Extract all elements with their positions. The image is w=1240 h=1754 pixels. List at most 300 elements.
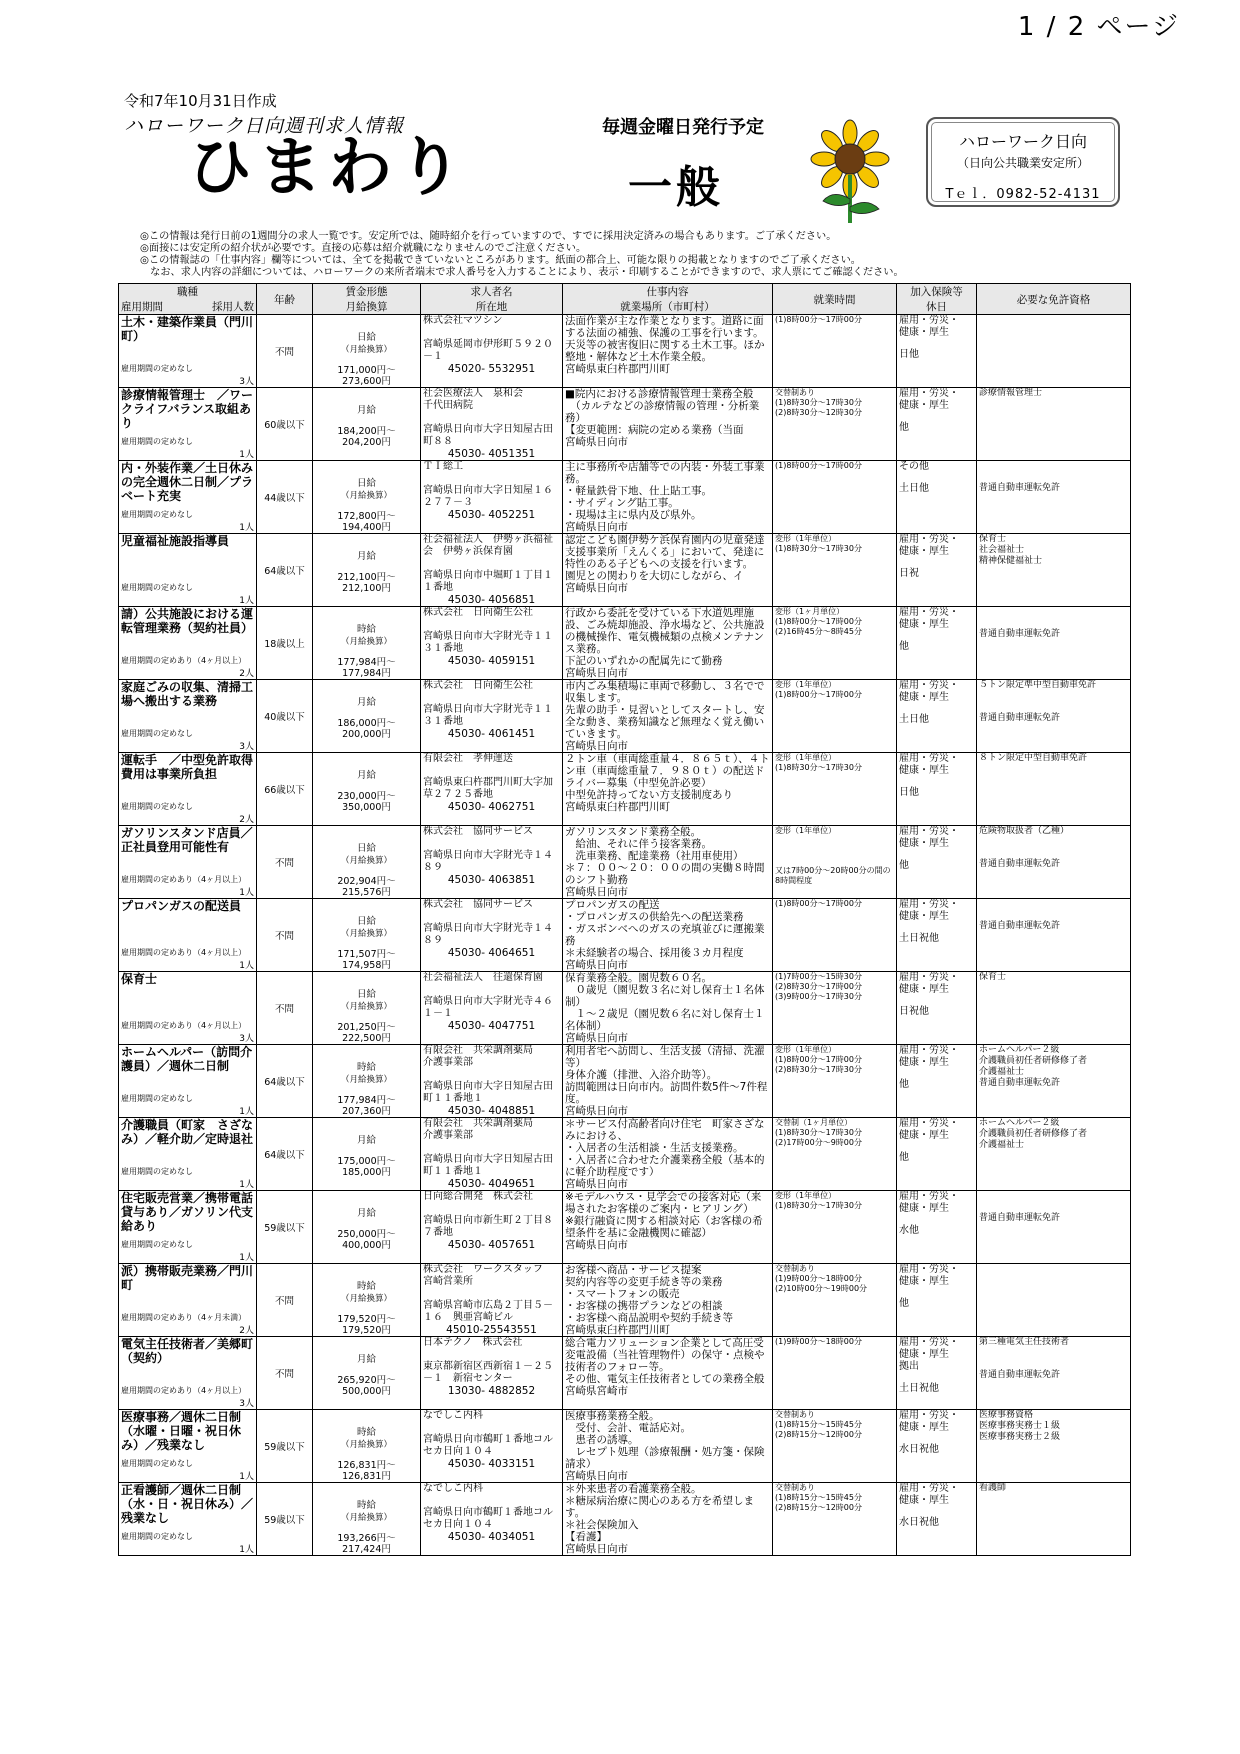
duties-cell: ※モデルハウス・見学会での接客対応（来場されたお客様のご案内・ヒアリング） ※銀行融資に関する相談対応（お客様の希望条件を基に金融機関に確認） 宮崎県日向市 — [563, 1191, 773, 1264]
employer-cell — [421, 1337, 563, 1410]
job-number: 45030- 4047751 — [447, 1020, 536, 1032]
age-cell: 59歳以下 — [257, 1483, 313, 1556]
job-number: 45030- 4056851 — [447, 594, 536, 606]
insurance-cell — [897, 753, 977, 826]
employer-address: 宮崎県日向市大字日知屋１６２７７－３ — [423, 485, 553, 508]
hire-count: 1人 — [239, 450, 254, 460]
job-cell — [119, 1191, 257, 1264]
hire-count: 3人 — [239, 742, 254, 752]
age-cell: 18歳以上 — [257, 607, 313, 680]
age-cell: 66歳以下 — [257, 753, 313, 826]
job-cell — [119, 1483, 257, 1556]
note-line: なお、求人内容の詳細については、ハローワークの来所者端末で求人番号を入力することにより、表示・印刷することができますので、求人票にてご確認ください。 — [140, 267, 904, 278]
job-cell — [119, 1264, 257, 1337]
job-cell — [119, 899, 257, 972]
job-title: 派）携帯販売業務／門川町 — [121, 1264, 254, 1292]
age-cell: 不問 — [257, 1337, 313, 1410]
insurance: 雇用・労災・ 健康・厚生 — [899, 534, 959, 557]
duties-cell: 医療事務業務全般。 受付、会計、電話応対。 患者の誘導。 レセプト処理（診療報酬・処方箋・保険請求） 宮崎県日向市 — [563, 1410, 773, 1483]
holiday: 土日祝他 — [899, 1383, 939, 1394]
col-age: 年齢 — [257, 284, 313, 315]
wage-range: 179,520円～ 179,520円 — [337, 1314, 396, 1336]
hours-cell: (1)8時00分～17時00分 — [773, 899, 897, 972]
wage-type: 時給 — [356, 1281, 376, 1292]
hire-count: 1人 — [239, 523, 254, 533]
insurance: 雇用・労災・ 健康・厚生 — [899, 972, 959, 995]
employer-cell — [421, 534, 563, 607]
employment-period: 雇用期間の定めあり（4ヶ月以上） — [121, 948, 247, 957]
category-label: 一般 — [628, 162, 724, 213]
table-row — [119, 1118, 1131, 1191]
office-box — [926, 117, 1120, 207]
hours-cell: 変形（1年単位） (1)8時30分～17時30分 — [773, 1191, 897, 1264]
license-cell — [977, 534, 1131, 607]
employer-address: 宮崎県宮崎市広島２丁目５－１６ 興亜宮崎ビル — [423, 1300, 553, 1323]
table-row — [119, 1045, 1131, 1118]
hours-cell: 交替制あり (1)8時30分～17時30分 (2)8時30分～12時30分 — [773, 388, 897, 461]
duties-cell: 認定こども園伊勢ケ浜保育園内の児童発達支援事業所「えんくる」において、発達に特性のある子どもへの支援を行います。 園児との関わりを大切にしながら、イ 宮崎県日向市 — [563, 534, 773, 607]
holiday: 日他 — [899, 349, 919, 360]
wage-conversion: （月給換算） — [340, 1075, 392, 1085]
wage-cell — [313, 1483, 421, 1556]
hours-cell: 変形（1ヶ月単位） (1)8時00分～17時00分 (2)16時45分～8時45分 — [773, 607, 897, 680]
job-cell — [119, 1045, 257, 1118]
employment-period: 雇用期間の定めなし — [121, 510, 193, 519]
license-primary: 危険物取扱者（乙種） — [979, 826, 1070, 836]
wage-type: 日給 — [356, 989, 376, 1000]
wage-range: 126,831円～ 126,831円 — [337, 1460, 396, 1482]
employer-cell — [421, 1191, 563, 1264]
hours-cell: 変形（1年単位） (1)8時00分～17時00分 (2)8時30分～17時30分 — [773, 1045, 897, 1118]
duties-cell: プロパンガスの配送 ・プロパンガスの供給先への配送業務 ・ガスボンベへのガスの充填並びに運搬業務 ＊未経験者の場合、採用後３カ月程度 宮崎県日向市 — [563, 899, 773, 972]
wage-cell — [313, 753, 421, 826]
insurance-cell — [897, 1191, 977, 1264]
hire-count: 1人 — [239, 961, 254, 971]
table-row — [119, 899, 1131, 972]
hours-cell: 変形（1年単位） (1)8時30分～17時30分 — [773, 753, 897, 826]
insurance: 雇用・労災・ 健康・厚生 — [899, 388, 959, 411]
sunflower-icon — [803, 119, 898, 224]
hire-count: 2人 — [239, 815, 254, 825]
employment-period: 雇用期間の定めなし — [121, 583, 193, 592]
employment-period: 雇用期間の定めあり（4ヶ月以上） — [121, 875, 247, 884]
wage-cell — [313, 899, 421, 972]
license-primary: 保育士 社会福祉士 精神保健福祉士 — [979, 534, 1043, 566]
insurance: 雇用・労災・ 健康・厚生 — [899, 753, 959, 776]
insurance: その他 — [899, 461, 929, 472]
duties-cell: ＊サービス付高齢者向け住宅 町家さざなみにおける、 ・入居者の生活相談・生活支援業務。 ・入居者に合わせた介護業務全般（基本的に軽介助程度です） 宮崎県日向市 — [563, 1118, 773, 1191]
table-row — [119, 1191, 1131, 1264]
wage-range: 171,000円～ 273,600円 — [337, 365, 396, 387]
wage-conversion: （月給換算） — [340, 491, 392, 501]
employer-address: 東京都新宿区西新宿１－２５－１ 新宿センター — [423, 1361, 553, 1384]
holiday: 他 — [899, 422, 909, 433]
employer-address: 宮崎県日向市中堀町１丁目１１番地 — [423, 570, 553, 593]
age-cell: 64歳以下 — [257, 1118, 313, 1191]
wage-type: 時給 — [356, 1500, 376, 1511]
duties-cell: 法面作業が主な作業となります。道路に面する法面の補強、保護の工事を行います。天災等の被害復旧に関する土木工事。ほか整地・解体など土木作業全般。 宮崎県東臼杵郡門川町 — [563, 315, 773, 388]
employer-address: 宮崎県日向市大字財光寺１４８９ — [423, 923, 553, 946]
insurance: 雇用・労災・ 健康・厚生 — [899, 1045, 959, 1068]
note-line: ◎面接には安定所の紹介状が必要です。直接の応募は紹介就職になりませんのでご注意ください。 — [140, 243, 587, 254]
job-cell — [119, 826, 257, 899]
wage-type: 日給 — [356, 843, 376, 854]
wage-range: 202,904円～ 215,576円 — [337, 876, 396, 898]
insurance-cell — [897, 680, 977, 753]
table-row — [119, 1264, 1131, 1337]
job-rows — [119, 315, 1131, 1556]
employer-name: 有限会社 共栄調剤薬局 介護事業部 — [423, 1118, 533, 1141]
employer-name: 社会福祉法人 往還保育園 — [423, 972, 543, 983]
employer-cell — [421, 972, 563, 1045]
holiday: 土日祝他 — [899, 933, 939, 944]
job-cell — [119, 534, 257, 607]
job-table — [118, 283, 1131, 1556]
job-number: 45030- 4062751 — [447, 801, 536, 813]
holiday: 他 — [899, 860, 909, 871]
insurance: 雇用・労災・ 健康・厚生 — [899, 1118, 959, 1141]
wage-conversion: （月給換算） — [340, 637, 392, 647]
wage-cell — [313, 1337, 421, 1410]
job-cell — [119, 753, 257, 826]
job-number: 45030- 4034051 — [447, 1531, 536, 1543]
duties-cell: 総合電力ソリューション企業として高圧受変電設備（当社管理物件）の保守・点検や技術者のフォロー等。 その他、電気主任技術者としての業務全般 宮崎県宮崎市 — [563, 1337, 773, 1410]
wage-conversion: （月給換算） — [340, 345, 392, 355]
employer-cell — [421, 753, 563, 826]
job-cell — [119, 388, 257, 461]
employer-cell — [421, 461, 563, 534]
license-primary: ホームヘルパー２級 介護職員初任者研修修了者 介護福祉士 — [979, 1118, 1088, 1150]
job-number: 45020- 5532951 — [447, 363, 536, 375]
wage-range: 177,984円～ 177,984円 — [337, 657, 396, 679]
duties-cell: 市内ごみ集積場に車両で移動し、３名でで収集します。 先輩の助手・見習いとしてスタートし、安全な動き、業務知識など無理なく覚え働いていきます。 宮崎県日向市 — [563, 680, 773, 753]
job-title: 介護職員（町家 さざなみ）／軽介助／定時退社 — [121, 1118, 254, 1146]
age-cell: 不問 — [257, 826, 313, 899]
job-number: 45030- 4063851 — [447, 874, 536, 886]
license-primary: 第三種電気主任技術者 — [979, 1337, 1070, 1347]
wage-cell — [313, 315, 421, 388]
col-license: 必要な免許資格 — [977, 284, 1131, 315]
job-title: 正看護師／週休二日制（水・日・祝日休み）／残業なし — [121, 1483, 254, 1525]
age-cell: 59歳以下 — [257, 1191, 313, 1264]
insurance-cell — [897, 315, 977, 388]
holiday: 水他 — [899, 1225, 919, 1236]
col-job: 職種 雇用期間 採用人数 — [119, 284, 257, 315]
employment-period: 雇用期間の定めあり（4ヶ月以上） — [121, 656, 247, 665]
col-employer: 求人者名 所在地 — [421, 284, 563, 315]
wage-cell — [313, 607, 421, 680]
wage-cell — [313, 1191, 421, 1264]
employer-name: 社会医療法人 泉和会 千代田病院 — [423, 388, 523, 411]
insurance-cell — [897, 534, 977, 607]
employment-period: 雇用期間の定めなし — [121, 1532, 193, 1541]
wage-range: 175,000円～ 185,000円 — [337, 1156, 396, 1178]
office-tel: Tｅｌ．0982-52-4131 — [945, 187, 1101, 202]
age-cell: 60歳以下 — [257, 388, 313, 461]
duties-cell: 行政から委託を受けている下水道処理施設、ごみ焼却施設、浄水場など、公共施設の機械操作、電気機械類の点検メンテナンス業務。 下記のいずれかの配属先にて勤務 宮崎県日向市 — [563, 607, 773, 680]
holiday: 日祝他 — [899, 1006, 929, 1017]
license-secondary: 普通自動車運転免許 — [979, 921, 1061, 931]
holiday: 他 — [899, 641, 909, 652]
job-number: 45030- 4033151 — [447, 1458, 536, 1470]
table-row — [119, 607, 1131, 680]
insurance-cell — [897, 388, 977, 461]
license-cell — [977, 388, 1131, 461]
wage-type: 月給 — [356, 697, 376, 708]
employer-cell — [421, 1045, 563, 1118]
license-primary: ホームヘルパー２級 介護職員初任者研修修了者 介護福祉士 普通自動車運転免許 — [979, 1045, 1088, 1088]
insurance-cell — [897, 1264, 977, 1337]
holiday: 日他 — [899, 787, 919, 798]
created-date: 令和7年10月31日作成 — [124, 92, 277, 110]
job-cell — [119, 1118, 257, 1191]
employment-period: 雇用期間の定めなし — [121, 437, 193, 446]
table-row — [119, 1483, 1131, 1556]
hours-cell: (1)9時00分～18時00分 — [773, 1337, 897, 1410]
employer-address: 宮崎県日向市大字財光寺１４８９ — [423, 850, 553, 873]
license-cell — [977, 753, 1131, 826]
employer-name: 日本テクノ 株式会社 — [423, 1337, 523, 1348]
hours-cell: (1)7時00分～15時30分 (2)8時30分～17時00分 (3)9時00分～17時30分 — [773, 972, 897, 1045]
license-secondary: 普通自動車運転免許 — [979, 629, 1061, 639]
wage-type: 時給 — [356, 624, 376, 635]
subtitle: ハローワーク日向週刊求人情報 — [124, 115, 405, 137]
license-primary: ８トン限定中型自動車免許 — [979, 753, 1088, 763]
wage-range: 186,000円～ 200,000円 — [337, 718, 396, 740]
hours-cell: 交替制あり (1)8時15分～15時45分 (2)8時15分～12時00分 — [773, 1410, 897, 1483]
wage-cell — [313, 972, 421, 1045]
table-row — [119, 680, 1131, 753]
employer-address: 宮崎県東臼杵郡門川町大字加草２７２５番地 — [423, 777, 553, 800]
insurance-cell — [897, 1045, 977, 1118]
wage-conversion: （月給換算） — [340, 1002, 392, 1012]
employer-cell — [421, 899, 563, 972]
job-cell — [119, 972, 257, 1045]
age-cell: 59歳以下 — [257, 1410, 313, 1483]
wage-cell — [313, 680, 421, 753]
employer-address: 宮崎県日向市新生町２丁目８７番地 — [423, 1215, 553, 1238]
wage-cell — [313, 826, 421, 899]
employer-name: 株式会社 日向衛生公社 — [423, 607, 533, 618]
wage-type: 月給 — [356, 551, 376, 562]
age-cell: 40歳以下 — [257, 680, 313, 753]
holiday: 他 — [899, 1298, 909, 1309]
job-cell — [119, 607, 257, 680]
office-name: ハローワーク日向 — [958, 132, 1087, 151]
license-primary: 医療事務資格 医療事務実務士１級 医療事務実務士２級 — [979, 1410, 1061, 1442]
hire-count: 3人 — [239, 1399, 254, 1409]
employment-period: 雇用期間の定めなし — [121, 802, 193, 811]
employer-address: 宮崎県日向市鶴町１番地コルセカ日向１０４ — [423, 1434, 553, 1457]
job-title: 住宅販売営業／携帯電話貸与あり／ガソリン代支給あり — [121, 1191, 254, 1233]
employer-name: 株式会社マツシン — [423, 315, 503, 326]
job-title: ホームヘルパー（訪問介護員）／週休二日制 — [121, 1045, 253, 1073]
holiday: 水日祝他 — [899, 1517, 939, 1528]
job-number: 45030- 4051351 — [447, 448, 536, 460]
wage-type: 日給 — [356, 916, 376, 927]
hours-cell: (1)8時00分～17時00分 — [773, 315, 897, 388]
col-hours: 就業時間 — [773, 284, 897, 315]
hire-count: 2人 — [239, 669, 254, 679]
wage-range: 230,000円～ 350,000円 — [337, 791, 396, 813]
wage-range: 171,507円～ 174,958円 — [337, 949, 396, 971]
table-row — [119, 972, 1131, 1045]
hours-cell: 交替制（1ヶ月単位） (1)8時30分～17時30分 (2)17時00分～9時00分 — [773, 1118, 897, 1191]
wage-range: 212,100円～ 212,100円 — [337, 572, 396, 594]
employer-address: 宮崎県日向市大字日知屋古田町８８ — [423, 424, 553, 447]
insurance-cell — [897, 1337, 977, 1410]
wage-range: 177,984円～ 207,360円 — [337, 1095, 396, 1117]
duties-cell: 主に事務所や店舗等での内装・外装工事業務。 ・軽量鉄骨下地、仕上貼工事。 ・サイディング貼工事。 ・現場は主に県内及び県外。 宮崎県日向市 — [563, 461, 773, 534]
license-cell — [977, 680, 1131, 753]
employment-period: 雇用期間の定めなし — [121, 1167, 193, 1176]
employment-period: 雇用期間の定めあり（4ヶ月未満） — [121, 1313, 247, 1322]
employer-cell — [421, 388, 563, 461]
note-line: ◎この情報誌の「仕事内容」欄等については、全てを掲載できていないところがあります。紙面の都合上、可能な限りの掲載となりますのでご了承ください。 — [140, 255, 861, 266]
license-cell — [977, 1045, 1131, 1118]
employer-cell — [421, 315, 563, 388]
hours-cell: 交替制あり (1)8時15分～15時45分 (2)8時15分～12時00分 — [773, 1483, 897, 1556]
license-primary: ５トン限定準中型自動車免許 — [979, 680, 1097, 690]
insurance: 雇用・労災・ 健康・厚生 — [899, 607, 959, 630]
wage-type: 月給 — [356, 1354, 376, 1365]
wage-type: 日給 — [356, 478, 376, 489]
job-title: 内・外装作業／土日休みの完全週休二日制／プラベート充実 — [121, 461, 254, 503]
hire-count: 1人 — [239, 888, 254, 898]
notes — [118, 231, 1130, 283]
employer-cell — [421, 1118, 563, 1191]
license-cell — [977, 461, 1131, 534]
hire-count: 2人 — [239, 1326, 254, 1336]
age-cell: 不問 — [257, 1264, 313, 1337]
employer-name: ＴＩ総工 — [423, 461, 463, 472]
employer-cell — [421, 607, 563, 680]
wage-conversion: （月給換算） — [340, 1440, 392, 1450]
job-title: 家庭ごみの収集、清掃工場へ搬出する業務 — [121, 680, 254, 708]
license-primary: 保育士 — [979, 972, 1007, 982]
license-primary: 看護師 — [979, 1483, 1007, 1493]
job-title: 電気主任技術者／美郷町（契約） — [121, 1337, 254, 1365]
holiday: 他 — [899, 1152, 909, 1163]
duties-cell: ■院内における診療情報管理士業務全般 （カルテなどの診療情報の管理・分析業務） 【変更範囲：病院の定める業務（当面 宮崎県日向市 — [563, 388, 773, 461]
insurance-cell — [897, 461, 977, 534]
job-number: 45010-25543551 — [446, 1324, 537, 1336]
wage-type: 月給 — [356, 405, 376, 416]
employment-period: 雇用期間の定めなし — [121, 729, 193, 738]
employer-cell — [421, 1410, 563, 1483]
col-duties: 仕事内容 就業場所（市町村） — [563, 284, 773, 315]
hire-count: 1人 — [239, 1253, 254, 1263]
wage-range: 201,250円～ 222,500円 — [337, 1022, 396, 1044]
table-row — [119, 388, 1131, 461]
wage-conversion: （月給換算） — [340, 1294, 392, 1304]
license-secondary: 普通自動車運転免許 — [979, 713, 1061, 723]
insurance: 雇用・労災・ 健康・厚生 — [899, 680, 959, 703]
license-cell — [977, 826, 1131, 899]
hire-count: 1人 — [239, 1472, 254, 1482]
holiday: 土日他 — [899, 714, 929, 725]
job-number: 45030- 4061451 — [447, 728, 536, 740]
job-number: 45030- 4057651 — [447, 1239, 536, 1251]
license-cell — [977, 899, 1131, 972]
job-title: プロパンガスの配送員 — [121, 899, 242, 913]
insurance-cell — [897, 972, 977, 1045]
hire-count: 1人 — [239, 1545, 254, 1555]
job-cell — [119, 680, 257, 753]
col-insurance: 加入保険等 休日 — [897, 284, 977, 315]
job-number: 45030- 4064651 — [447, 947, 536, 959]
employer-address: 宮崎県日向市大字日知屋古田町１１番地１ — [423, 1081, 553, 1104]
wage-range: 265,920円～ 500,000円 — [337, 1375, 396, 1397]
job-title: 診療情報管理士 ／ワークライフバランス取組あり — [121, 388, 254, 430]
hours-cell: 変形（1年単位） (1)8時30分～17時30分 — [773, 534, 897, 607]
office-subname: （日向公共職業安定所） — [956, 156, 1089, 170]
employment-period: 雇用期間の定めあり（4ヶ月以上） — [121, 1386, 247, 1395]
age-cell: 64歳以下 — [257, 534, 313, 607]
table-row — [119, 315, 1131, 388]
hours-cell: (1)8時00分～17時00分 — [773, 461, 897, 534]
page-number: 1 / 2 ページ — [1017, 12, 1180, 42]
hours-cell: 変形（1年単位） (1)8時00分～17時00分 — [773, 680, 897, 753]
employer-cell — [421, 680, 563, 753]
license-secondary: 普通自動車運転免許 — [979, 1213, 1061, 1223]
wage-type: 時給 — [356, 1062, 376, 1073]
duties-cell: ２トン車（車両総重量４．８６５ｔ）、４トン車（車両総重量７．９８０ｔ）の配送ドライバー募集（中型免許必要） 中型免許持ってない方支援制度あり 宮崎県東臼杵郡門川町 — [563, 753, 773, 826]
license-cell — [977, 1337, 1131, 1410]
license-cell — [977, 315, 1131, 388]
employer-name: なでしこ内科 — [423, 1410, 483, 1421]
hours-cell: 交替制あり (1)9時00分～18時00分 (2)10時00分～19時00分 — [773, 1264, 897, 1337]
employer-name: 株式会社 協同サービス — [423, 826, 533, 837]
wage-cell — [313, 388, 421, 461]
insurance: 雇用・労災・ 健康・厚生 — [899, 826, 959, 849]
insurance-cell — [897, 1118, 977, 1191]
insurance: 雇用・労災・ 健康・厚生 — [899, 1483, 959, 1506]
license-cell — [977, 1483, 1131, 1556]
wage-cell — [313, 1118, 421, 1191]
insurance-cell — [897, 1483, 977, 1556]
employer-cell — [421, 1264, 563, 1337]
wage-range: 193,266円～ 217,424円 — [337, 1533, 396, 1555]
license-cell — [977, 1118, 1131, 1191]
employer-address: 宮崎県日向市大字日知屋古田町１１番地１ — [423, 1154, 553, 1177]
wage-type: 日給 — [356, 332, 376, 343]
age-cell: 不問 — [257, 315, 313, 388]
wage-range: 172,800円～ 194,400円 — [337, 511, 396, 533]
duties-cell: 保育業務全般。園児数６０名。 ０歳児（園児数３名に対し保育士１名体制） １～２歳児（園児数６名に対し保育士１名体制） 宮崎県日向市 — [563, 972, 773, 1045]
license-cell — [977, 1264, 1131, 1337]
employment-period: 雇用期間の定めなし — [121, 364, 193, 373]
job-cell — [119, 461, 257, 534]
table-row — [119, 1337, 1131, 1410]
publish-schedule: 毎週金曜日発行予定 — [602, 117, 764, 138]
age-cell: 不問 — [257, 899, 313, 972]
license-primary: 診療情報管理士 — [979, 388, 1043, 398]
employer-name: 有限会社 共栄調剤薬局 介護事業部 — [423, 1045, 533, 1068]
bulletin-sheet — [118, 86, 1130, 1556]
license-cell — [977, 1191, 1131, 1264]
hire-count: 1人 — [239, 1180, 254, 1190]
insurance-cell — [897, 1410, 977, 1483]
wage-cell — [313, 461, 421, 534]
insurance: 雇用・労災・ 健康・厚生 拠出 — [899, 1337, 959, 1372]
job-title: 運転手 ／中型免許取得費用は事業所負担 — [121, 753, 254, 781]
table-row — [119, 534, 1131, 607]
hire-count: 1人 — [239, 1107, 254, 1117]
duties-cell: ガソリンスタンド業務全般。 給油、それに伴う接客業務。 洗車業務、配達業務（社用車使用） ＊７：００～２０：００の間の実働８時間のシフト勤務 宮崎県日向市 — [563, 826, 773, 899]
age-cell: 64歳以下 — [257, 1045, 313, 1118]
employer-name: 株式会社 日向衛生公社 — [423, 680, 533, 691]
